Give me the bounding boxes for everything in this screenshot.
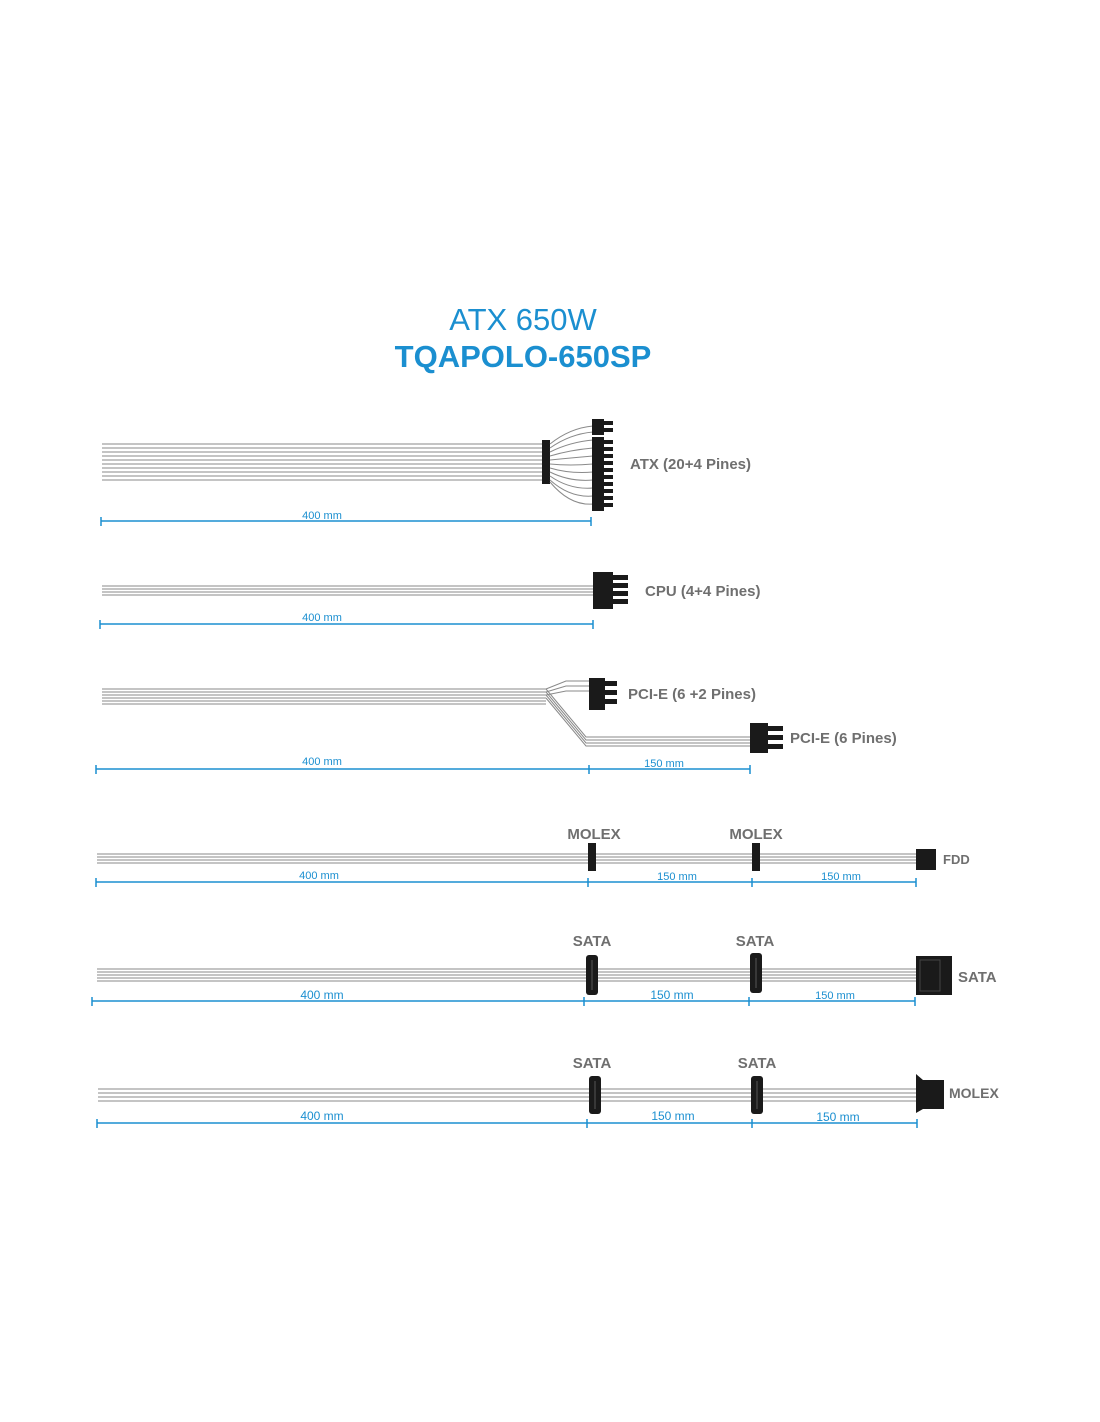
molex-end-connector bbox=[916, 1074, 944, 1113]
sata-3-label: SATA bbox=[958, 969, 997, 986]
atx-cable-clamp bbox=[542, 440, 550, 484]
sata-3-connector bbox=[916, 956, 952, 995]
molex-fdd-length-3: 150 mm bbox=[821, 871, 861, 883]
atx-pin-teeth bbox=[604, 421, 613, 507]
atx-fanout-wires bbox=[550, 426, 593, 504]
molex-1-label: MOLEX bbox=[567, 826, 621, 843]
sata-molex-3-label: MOLEX bbox=[949, 1085, 999, 1101]
molex-2-connector bbox=[752, 843, 760, 871]
atx-connector-label: ATX (20+4 Pines) bbox=[630, 456, 752, 473]
cable-sata-molex bbox=[97, 1055, 999, 1128]
molex-fdd-length-1: 400 mm bbox=[299, 870, 339, 882]
cable-cpu bbox=[100, 572, 760, 629]
product-model: TQAPOLO-650SP bbox=[394, 339, 652, 374]
sata-molex-2-label: SATA bbox=[737, 1055, 777, 1072]
pcie-8pin-teeth bbox=[605, 681, 617, 704]
cpu-dimension bbox=[100, 620, 593, 629]
pcie-length-2: 150 mm bbox=[644, 758, 684, 770]
cpu-connector bbox=[593, 572, 613, 609]
sata-length-3: 150 mm bbox=[815, 990, 855, 1002]
sata-length-2: 150 mm bbox=[650, 988, 694, 1002]
fdd-connector bbox=[916, 849, 936, 870]
atx-20pin-connector bbox=[592, 437, 604, 511]
cpu-length-label: 400 mm bbox=[302, 612, 342, 624]
sata-molex-length-1: 400 mm bbox=[300, 1109, 344, 1123]
cable-atx bbox=[101, 419, 751, 526]
pcie-6pin-teeth bbox=[768, 726, 783, 749]
cpu-pin-teeth bbox=[613, 575, 628, 604]
pcie-6pin-connector bbox=[750, 723, 768, 753]
sata-length-1: 400 mm bbox=[300, 988, 344, 1002]
sata-molex-length-2: 150 mm bbox=[651, 1109, 695, 1123]
molex-fdd-dimension bbox=[96, 878, 916, 887]
product-subtitle: ATX 650W bbox=[449, 302, 597, 337]
molex-2-label: MOLEX bbox=[729, 826, 783, 843]
pcie-8pin-connector bbox=[589, 678, 605, 710]
atx-wires bbox=[102, 444, 543, 480]
pcie-length-1: 400 mm bbox=[302, 756, 342, 768]
molex-1-connector bbox=[588, 843, 596, 871]
sata-molex-wires bbox=[98, 1089, 918, 1101]
molex-fdd-wires bbox=[97, 854, 917, 863]
sata-wires bbox=[97, 969, 917, 981]
cable-pcie bbox=[96, 678, 897, 774]
sata-molex-length-3: 150 mm bbox=[816, 1110, 860, 1124]
atx-length-label: 400 mm bbox=[302, 510, 342, 522]
sata-dimension bbox=[92, 997, 915, 1006]
cable-molex-fdd bbox=[96, 826, 970, 887]
sata-molex-dimension bbox=[97, 1119, 917, 1128]
fdd-label: FDD bbox=[943, 852, 970, 867]
cable-sata bbox=[92, 933, 997, 1006]
atx-dimension bbox=[101, 517, 591, 526]
sata-1-label: SATA bbox=[572, 933, 612, 950]
sata-2-label: SATA bbox=[735, 933, 775, 950]
pcie-6pin-label: PCI-E (6 Pines) bbox=[790, 730, 897, 747]
cpu-wires bbox=[102, 586, 594, 595]
atx-4pin-connector bbox=[592, 419, 604, 435]
molex-fdd-length-2: 150 mm bbox=[657, 871, 697, 883]
cpu-connector-label: CPU (4+4 Pines) bbox=[645, 583, 761, 600]
sata-molex-1-label: SATA bbox=[572, 1055, 612, 1072]
pcie-8pin-label: PCI-E (6 +2 Pines) bbox=[628, 686, 756, 703]
